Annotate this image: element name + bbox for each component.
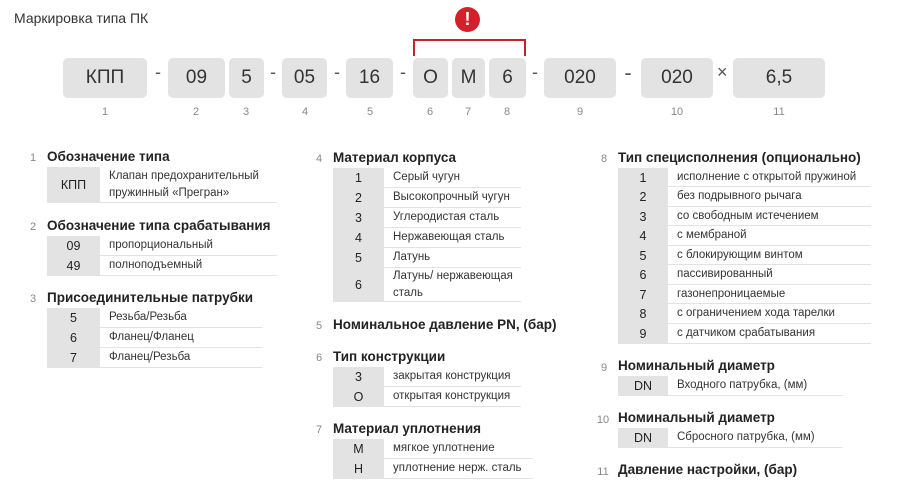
legend-key: 7 (618, 285, 668, 304)
legend-key: DN (618, 428, 668, 448)
legend-row (618, 285, 871, 304)
code-number-8: 8 (503, 106, 511, 118)
legend-key: 5 (333, 248, 384, 268)
legend-value: без подрывного рычага (668, 187, 871, 207)
legend-key: 49 (47, 256, 100, 276)
legend-row (618, 168, 871, 187)
legend-value: Латунь/ нержавеющая сталь (384, 268, 521, 302)
legend-key: М (333, 439, 384, 459)
legend-row (333, 367, 521, 387)
code-segment-5: 16 (346, 58, 393, 98)
section-number: 6 (315, 352, 323, 364)
section-title-type: Обозначение типа (47, 149, 170, 164)
legend-row (618, 324, 871, 344)
section-title-construction: Тип конструкции (333, 349, 446, 364)
code-segment-4: 05 (282, 58, 327, 98)
code-separator-7: × (717, 62, 728, 82)
legend-value: исполнение с открытой пружиной (668, 168, 871, 187)
legend-row (333, 188, 521, 208)
section-title-actuation: Обозначение типа срабатывания (47, 218, 271, 233)
legend-value: Серый чугун (384, 168, 521, 188)
code-segment-3: 5 (229, 58, 264, 98)
legend-value: Клапан предохранительный пружинный «Прегран» (100, 167, 277, 203)
legend-value: Нержавеющая сталь (384, 228, 521, 248)
legend-key: 4 (333, 228, 384, 248)
legend-value: открытая конструкция (384, 387, 521, 407)
legend-row (333, 248, 521, 268)
legend-key: 4 (618, 226, 668, 246)
code-number-11: 11 (773, 106, 785, 118)
legend-value: со свободным истечением (668, 207, 871, 226)
code-separator-4: - (400, 62, 406, 82)
section-number: 11 (597, 466, 609, 478)
code-segment-6: О (413, 58, 448, 98)
legend-key: 7 (47, 348, 100, 368)
legend-row (618, 187, 871, 207)
legend-value: Сбросного патрубка, (мм) (668, 428, 843, 448)
legend-value: мягкое уплотнение (384, 439, 533, 459)
legend-value: Резьба/Резьба (100, 308, 262, 328)
section-title-outlet-diameter: Номинальный диаметр (618, 410, 775, 425)
section-number: 7 (315, 424, 323, 436)
legend-key: 5 (618, 246, 668, 265)
legend-value: пассивированный (668, 265, 871, 285)
legend-row (618, 207, 871, 226)
legend-value: газонепроницаемые (668, 285, 871, 304)
code-separator-1: - (155, 62, 161, 82)
legend-key: 6 (618, 265, 668, 285)
legend-key: 9 (618, 324, 668, 344)
section-title-nominal-pressure: Номинальное давление PN, (бар) (333, 317, 557, 332)
section-title-body-material: Материал корпуса (333, 150, 456, 165)
section-title-set-pressure: Давление настройки, (бар) (618, 462, 798, 477)
code-number-10: 10 (670, 106, 684, 118)
legend-value: с датчиком срабатывания (668, 324, 871, 344)
legend-value: Высокопрочный чугун (384, 188, 521, 208)
legend-row (333, 228, 521, 248)
legend-row (47, 328, 262, 348)
warning-icon: ! (455, 7, 480, 32)
legend-row (47, 167, 277, 203)
legend-row (333, 208, 521, 228)
section-number: 1 (29, 152, 37, 164)
code-separator-3: - (334, 62, 340, 82)
code-separator-2: - (270, 62, 276, 82)
legend-row (618, 304, 871, 324)
legend-value: пропорциональный (100, 236, 277, 256)
legend-row (333, 459, 533, 479)
legend-key: 2 (333, 188, 384, 208)
legend-value: Входного патрубка, (мм) (668, 376, 843, 396)
code-number-6: 6 (426, 106, 434, 118)
code-segment-1: КПП (63, 58, 147, 98)
legend-value: с мембраной (668, 226, 871, 246)
code-separator-6: - (624, 60, 632, 85)
section-number: 2 (29, 221, 37, 233)
legend-row (333, 268, 521, 302)
legend-key: Н (333, 459, 384, 479)
legend-row (47, 256, 277, 276)
legend-row (47, 348, 262, 368)
legend-key: 09 (47, 236, 100, 256)
code-number-4: 4 (301, 106, 309, 118)
section-title-connections: Присоединительные патрубки (47, 290, 254, 305)
code-number-7: 7 (464, 106, 472, 118)
legend-value: с ограничением хода тарелки (668, 304, 871, 324)
legend-row (333, 439, 533, 459)
code-number-3: 3 (242, 106, 250, 118)
legend-key: 5 (47, 308, 100, 328)
legend-value: закрытая конструкция (384, 367, 521, 387)
section-number: 4 (315, 153, 323, 165)
legend-row (618, 226, 871, 246)
legend-value: Фланец/Резьба (100, 348, 262, 368)
legend-key: 3 (618, 207, 668, 226)
code-segment-8: 6 (489, 58, 526, 98)
legend-row (618, 376, 843, 396)
section-title-inlet-diameter: Номинальный диаметр (618, 358, 775, 373)
code-segment-11: 6,5 (733, 58, 825, 98)
code-separator-5: - (532, 62, 538, 82)
legend-key: 6 (333, 268, 384, 302)
legend-key: 3 (333, 367, 384, 387)
legend-row (618, 265, 871, 285)
section-number: 8 (600, 153, 608, 165)
legend-key: 1 (333, 168, 384, 188)
legend-key: DN (618, 376, 668, 396)
code-segment-9: 020 (544, 58, 616, 98)
code-number-2: 2 (192, 106, 200, 118)
legend-key: 3 (333, 208, 384, 228)
legend-row (618, 246, 871, 265)
legend-row (618, 428, 843, 448)
legend-value: Углеродистая сталь (384, 208, 521, 228)
section-number: 5 (315, 320, 323, 332)
legend-key: 6 (47, 328, 100, 348)
legend-value: Латунь (384, 248, 521, 268)
code-segment-10: 020 (641, 58, 713, 98)
legend-row (47, 236, 277, 256)
legend-row (333, 387, 521, 407)
section-title-special-version: Тип специсполнения (опционально) (618, 150, 861, 165)
legend-value: Фланец/Фланец (100, 328, 262, 348)
section-number: 9 (600, 362, 608, 374)
legend-key: 8 (618, 304, 668, 324)
code-segment-2: 09 (168, 58, 225, 98)
legend-value: с блокирующим винтом (668, 246, 871, 265)
section-title-seal-material: Материал уплотнения (333, 421, 481, 436)
legend-value: полноподъемный (100, 256, 277, 276)
legend-key: 1 (618, 168, 668, 187)
legend-key: КПП (47, 167, 100, 203)
code-number-5: 5 (366, 106, 374, 118)
legend-key: О (333, 387, 384, 407)
legend-value: уплотнение нерж. сталь (384, 459, 533, 479)
optional-group-bracket (413, 39, 526, 56)
legend-row (333, 168, 521, 188)
legend-key: 2 (618, 187, 668, 207)
code-number-1: 1 (101, 106, 109, 118)
page-title: Маркировка типа ПК (14, 10, 149, 26)
legend-row (47, 308, 262, 328)
code-segment-7: М (452, 58, 485, 98)
section-number: 3 (29, 293, 37, 305)
section-number: 10 (596, 414, 610, 426)
code-number-9: 9 (576, 106, 584, 118)
